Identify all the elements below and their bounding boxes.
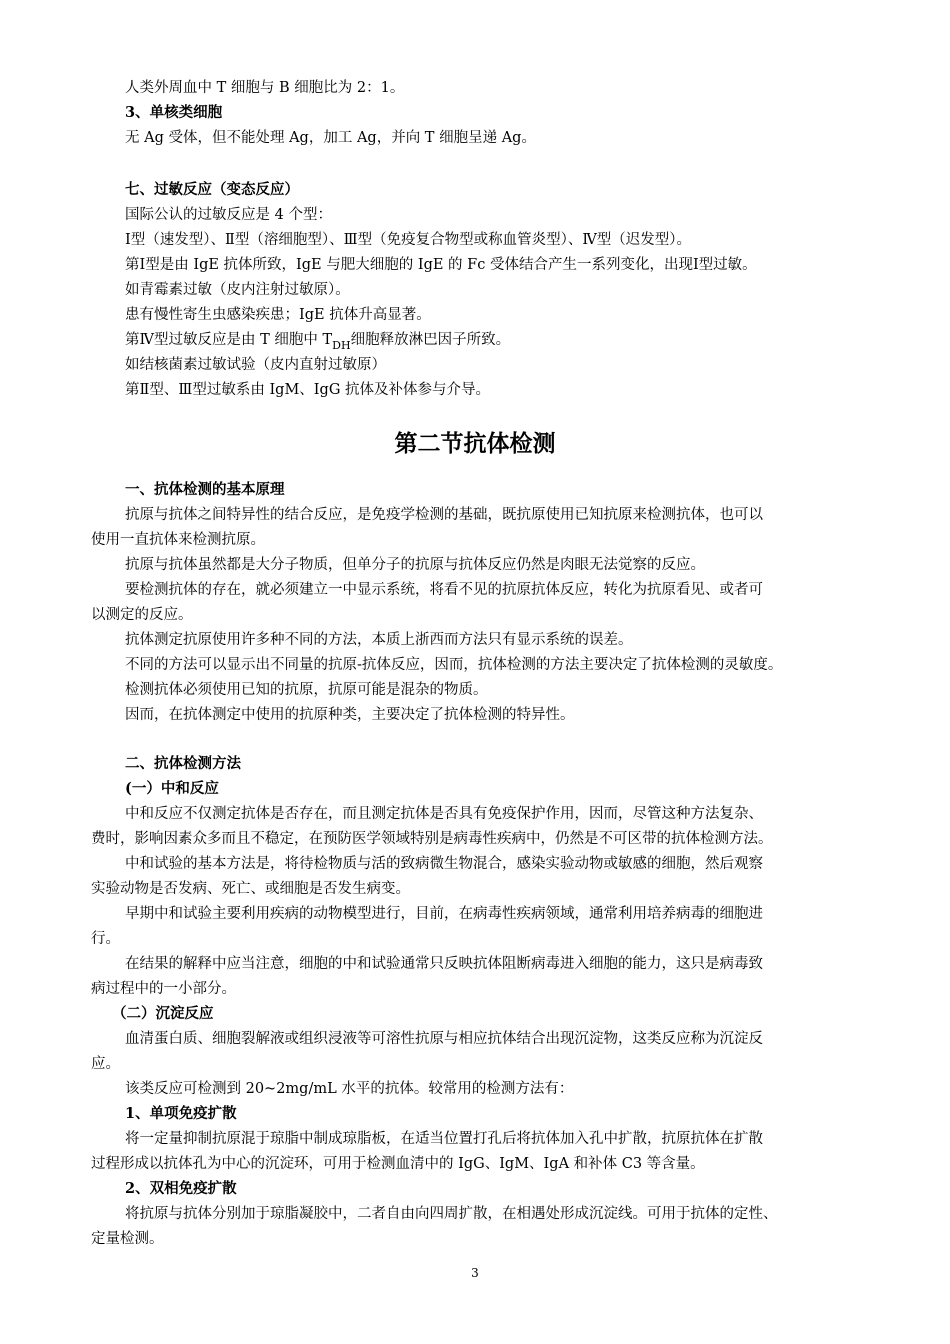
text-line bbox=[125, 328, 865, 352]
text-line: 将抗原与抗体分别加于琼脂凝胶中，二者自由向四周扩散，在相遇处形成沉淀线。可用于抗体的定性、 bbox=[125, 1206, 778, 1222]
section-heading: 一、抗体检测的基本原理 bbox=[125, 481, 285, 498]
subheading: 2、双相免疫扩散 bbox=[125, 1180, 237, 1197]
text-line: 早期中和试验主要利用疾病的动物模型进行，目前，在病毒性疾病领域，通常利用培养病毒的细胞进 bbox=[125, 906, 763, 922]
text-line: 无 Ag 受体，但不能处理 Ag，加工 Ag，并向 T 细胞呈递 Ag。 bbox=[125, 130, 536, 146]
text-line: 使用一直抗体来检测抗原。 bbox=[91, 532, 265, 548]
subscript: DH bbox=[332, 339, 351, 352]
text-segment: 细胞释放淋巴因子所致。 bbox=[350, 332, 511, 348]
section-heading: 二、抗体检测方法 bbox=[125, 755, 241, 772]
text-line: 患有慢性寄生虫感染疾患；IgE 抗体升高显著。 bbox=[125, 307, 431, 323]
text-line: 应。 bbox=[91, 1056, 120, 1072]
text-line: 检测抗体必须使用已知的抗原，抗原可能是混杂的物质。 bbox=[125, 682, 488, 698]
text-line: Ⅰ型（速发型）、Ⅱ型（溶细胞型）、Ⅲ型（免疫复合物型或称血管炎型）、Ⅳ型（迟发型）。 bbox=[125, 232, 692, 248]
text-line: 要检测抗体的存在，就必须建立一中显示系统，将看不见的抗原抗体反应，转化为抗原看见、或者可 bbox=[125, 582, 763, 598]
text-line: 血清蛋白质、细胞裂解液或组织浸液等可溶性抗原与相应抗体结合出现沉淀物，这类反应称为沉淀反 bbox=[125, 1031, 763, 1047]
text-line: 在结果的解释中应当注意，细胞的中和试验通常只反映抗体阻断病毒进入细胞的能力，这只是病毒致 bbox=[125, 956, 763, 972]
subheading: 1、单项免疫扩散 bbox=[125, 1105, 237, 1122]
text-line: 如结核菌素过敏试验（皮内直射过敏原） bbox=[125, 357, 386, 373]
text-line: 费时，影响因素众多而且不稳定，在预防医学领域特别是病毒性疾病中，仍然是不可区带的抗体检测方法。 bbox=[91, 831, 773, 847]
subheading: （二）沉淀反应 bbox=[112, 1005, 214, 1022]
text-line: 该类反应可检测到 20~2mg/mL 水平的抗体。较常用的检测方法有： bbox=[125, 1081, 574, 1097]
text-line: 人类外周血中 T 细胞与 B 细胞比为 2：1。 bbox=[125, 80, 405, 96]
text-line: 第Ⅱ型、Ⅲ型过敏系由 IgM、IgG 抗体及补体参与介导。 bbox=[125, 382, 491, 398]
text-line: 病过程中的一小部分。 bbox=[91, 981, 236, 997]
subheading: (一）中和反应 bbox=[125, 780, 219, 797]
text-line: 过程形成以抗体孔为中心的沉淀环，可用于检测血清中的 IgG、IgM、IgA 和补体 C3 等含量。 bbox=[91, 1156, 705, 1172]
section-heading: 七、过敏反应（变态反应） bbox=[125, 181, 299, 198]
text-line: 国际公认的过敏反应是 4 个型： bbox=[125, 207, 332, 223]
text-line: 抗原与抗体虽然都是大分子物质，但单分子的抗原与抗体反应仍然是肉眼无法觉察的反应。 bbox=[125, 557, 705, 573]
text-line: 抗原与抗体之间特异性的结合反应，是免疫学检测的基础，既抗原使用已知抗原来检测抗体，也可以 bbox=[125, 507, 763, 523]
text-line: 因而，在抗体测定中使用的抗原种类，主要决定了抗体检测的特异性。 bbox=[125, 707, 575, 723]
text-line: 中和试验的基本方法是，将待检物质与活的致病微生物混合，感染实验动物或敏感的细胞，然后观察 bbox=[125, 856, 763, 872]
page-number: 3 bbox=[471, 1266, 479, 1280]
subheading: 3、单核类细胞 bbox=[125, 104, 223, 121]
text-line: 定量检测。 bbox=[91, 1231, 164, 1247]
text-line: 中和反应不仅测定抗体是否存在，而且测定抗体是否具有免疫保护作用，因而，尽管这种方法复杂、 bbox=[125, 806, 763, 822]
text-line: 如青霉素过敏（皮内注射过敏原）。 bbox=[125, 282, 350, 298]
text-line: 不同的方法可以显示出不同量的抗原-抗体反应，因而，抗体检测的方法主要决定了抗体检测的灵敏度。 bbox=[125, 657, 783, 673]
text-line: 将一定量抑制抗原混于琼脂中制成琼脂板，在适当位置打孔后将抗体加入孔中扩散，抗原抗体在扩散 bbox=[125, 1131, 763, 1147]
text-line: 行。 bbox=[91, 931, 120, 947]
text-line: 第Ⅰ型是由 IgE 抗体所致，IgE 与肥大细胞的 IgE 的 Fc 受体结合产生一系列变化，出现Ⅰ型过敏。 bbox=[125, 257, 757, 273]
section-title: 第二节抗体检测 bbox=[394, 431, 556, 457]
text-line: 抗体测定抗原使用许多种不同的方法，本质上浙西而方法只有显示系统的误差。 bbox=[125, 632, 633, 648]
text-line: 以测定的反应。 bbox=[91, 607, 193, 623]
text-line: 实验动物是否发病、死亡、或细胞是否发生病变。 bbox=[91, 881, 410, 897]
text-segment: 第Ⅳ型过敏反应是由 T 细胞中 T bbox=[125, 332, 333, 348]
